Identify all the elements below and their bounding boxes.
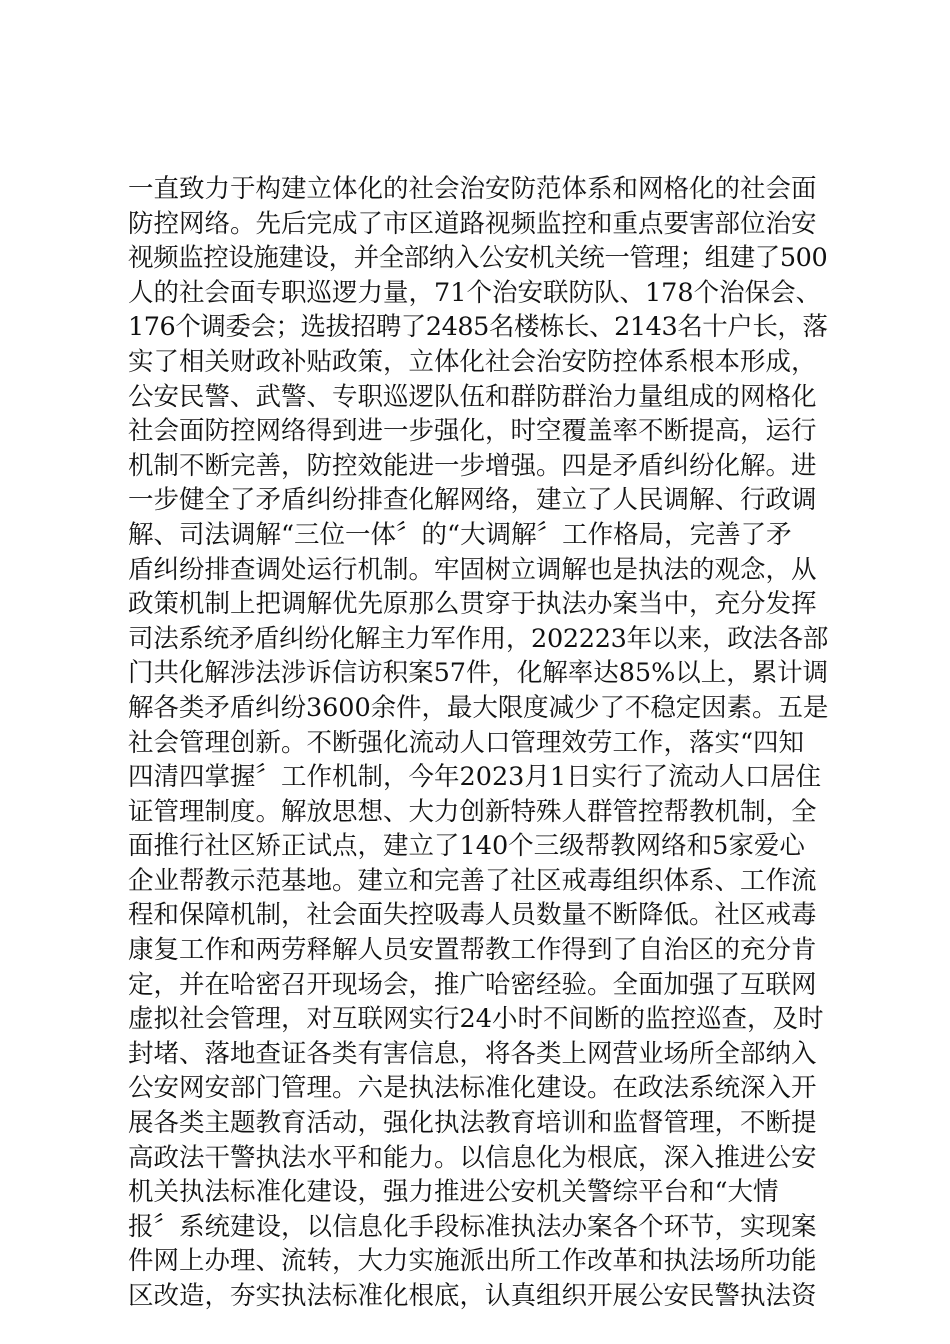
text-line: 社会管理创新。不断强化流动人口管理效劳工作，落实“四知: [128, 727, 805, 758]
text-line: 企业帮教示范基地。建立和完善了社区戒毒组织体系、工作流: [128, 865, 817, 896]
text-line: 虚拟社会管理，对互联网实行24小时不间断的监控巡查，及时: [128, 1004, 824, 1035]
text-line: 康复工作和两劳释解人员安置帮教工作得到了自治区的充分肯: [128, 935, 817, 966]
text-line: 防控网络。先后完成了市区道路视频监控和重点要害部位治安: [128, 208, 817, 239]
text-line: 证管理制度。解放思想、大力创新特殊人群管控帮教机制，全: [128, 796, 817, 827]
text-line: 人的社会面专职巡逻力量，71个治安联防队、178个治保会、: [128, 277, 822, 308]
text-line: 机制不断完善，防控效能进一步增强。四是矛盾纠纷化解。进: [128, 450, 817, 481]
text-line: 公安民警、武警、专职巡逻队伍和群防群治力量组成的网格化: [128, 381, 817, 412]
text-line: 公安网安部门管理。六是执法标准化建设。在政法系统深入开: [128, 1073, 817, 1104]
text-line: 定，并在哈密召开现场会，推广哈密经验。全面加强了互联网: [128, 969, 817, 1000]
text-line: 件网上办理、流转，大力实施派出所工作改革和执法场所功能: [128, 1246, 817, 1277]
text-line: 高政法干警执法水平和能力。以信息化为根底，深入推进公安: [128, 1142, 817, 1173]
text-line: 面推行社区矫正试点，建立了140个三级帮教网络和5家爱心: [128, 831, 805, 862]
text-line: 区改造，夯实执法标准化根底，认真组织开展公安民警执法资: [128, 1281, 817, 1311]
text-line: 司法系统矛盾纠纷化解主力军作用，202223年以来，政法各部: [128, 623, 828, 654]
text-line: 一步健全了矛盾纠纷排查化解网络，建立了人民调解、行政调: [128, 485, 817, 516]
text-line: 实了相关财政补贴政策，立体化社会治安防控体系根本形成，: [128, 346, 817, 377]
text-line: 解各类矛盾纠纷3600余件，最大限度减少了不稳定因素。五是: [128, 692, 828, 723]
text-line: 机关执法标准化建设，强力推进公安机关警综平台和“大情: [128, 1177, 779, 1208]
text-line: 政策机制上把调解优先原那么贯穿于执法办案当中，充分发挥: [128, 589, 817, 620]
text-line: 报〞系统建设，以信息化手段标准执法办案各个环节，实现案: [128, 1211, 817, 1242]
text-line: 程和保障机制，社会面失控吸毒人员数量不断降低。社区戒毒: [128, 900, 817, 931]
text-line: 门共化解涉法涉诉信访积案57件，化解率达85%以上，累计调: [128, 658, 828, 689]
text-line: 社会面防控网络得到进一步强化，时空覆盖率不断提高，运行: [128, 416, 817, 447]
text-line: 视频监控设施建设，并全部纳入公安机关统一管理；组建了500: [128, 243, 828, 274]
text-line: 四清四掌握〞工作机制，今年2023月1日实行了流动人口居住: [128, 762, 822, 793]
text-line: 展各类主题教育活动，强化执法教育培训和监督管理，不断提: [128, 1108, 817, 1139]
text-line: 盾纠纷排查调处运行机制。牢固树立调解也是执法的观念，从: [128, 554, 817, 585]
text-line: 176个调委会；选拔招聘了2485名楼栋长、2143名十户长，落: [128, 312, 828, 343]
text-line: 封堵、落地查证各类有害信息，将各类上网营业场所全部纳入: [128, 1038, 817, 1069]
body-text: [128, 172, 828, 1314]
text-line: 一直致力于构建立体化的社会治安防范体系和网格化的社会面: [128, 174, 817, 204]
text-line: 解、司法调解“三位一体〞的“大调解〞工作格局，完善了矛: [128, 519, 792, 550]
